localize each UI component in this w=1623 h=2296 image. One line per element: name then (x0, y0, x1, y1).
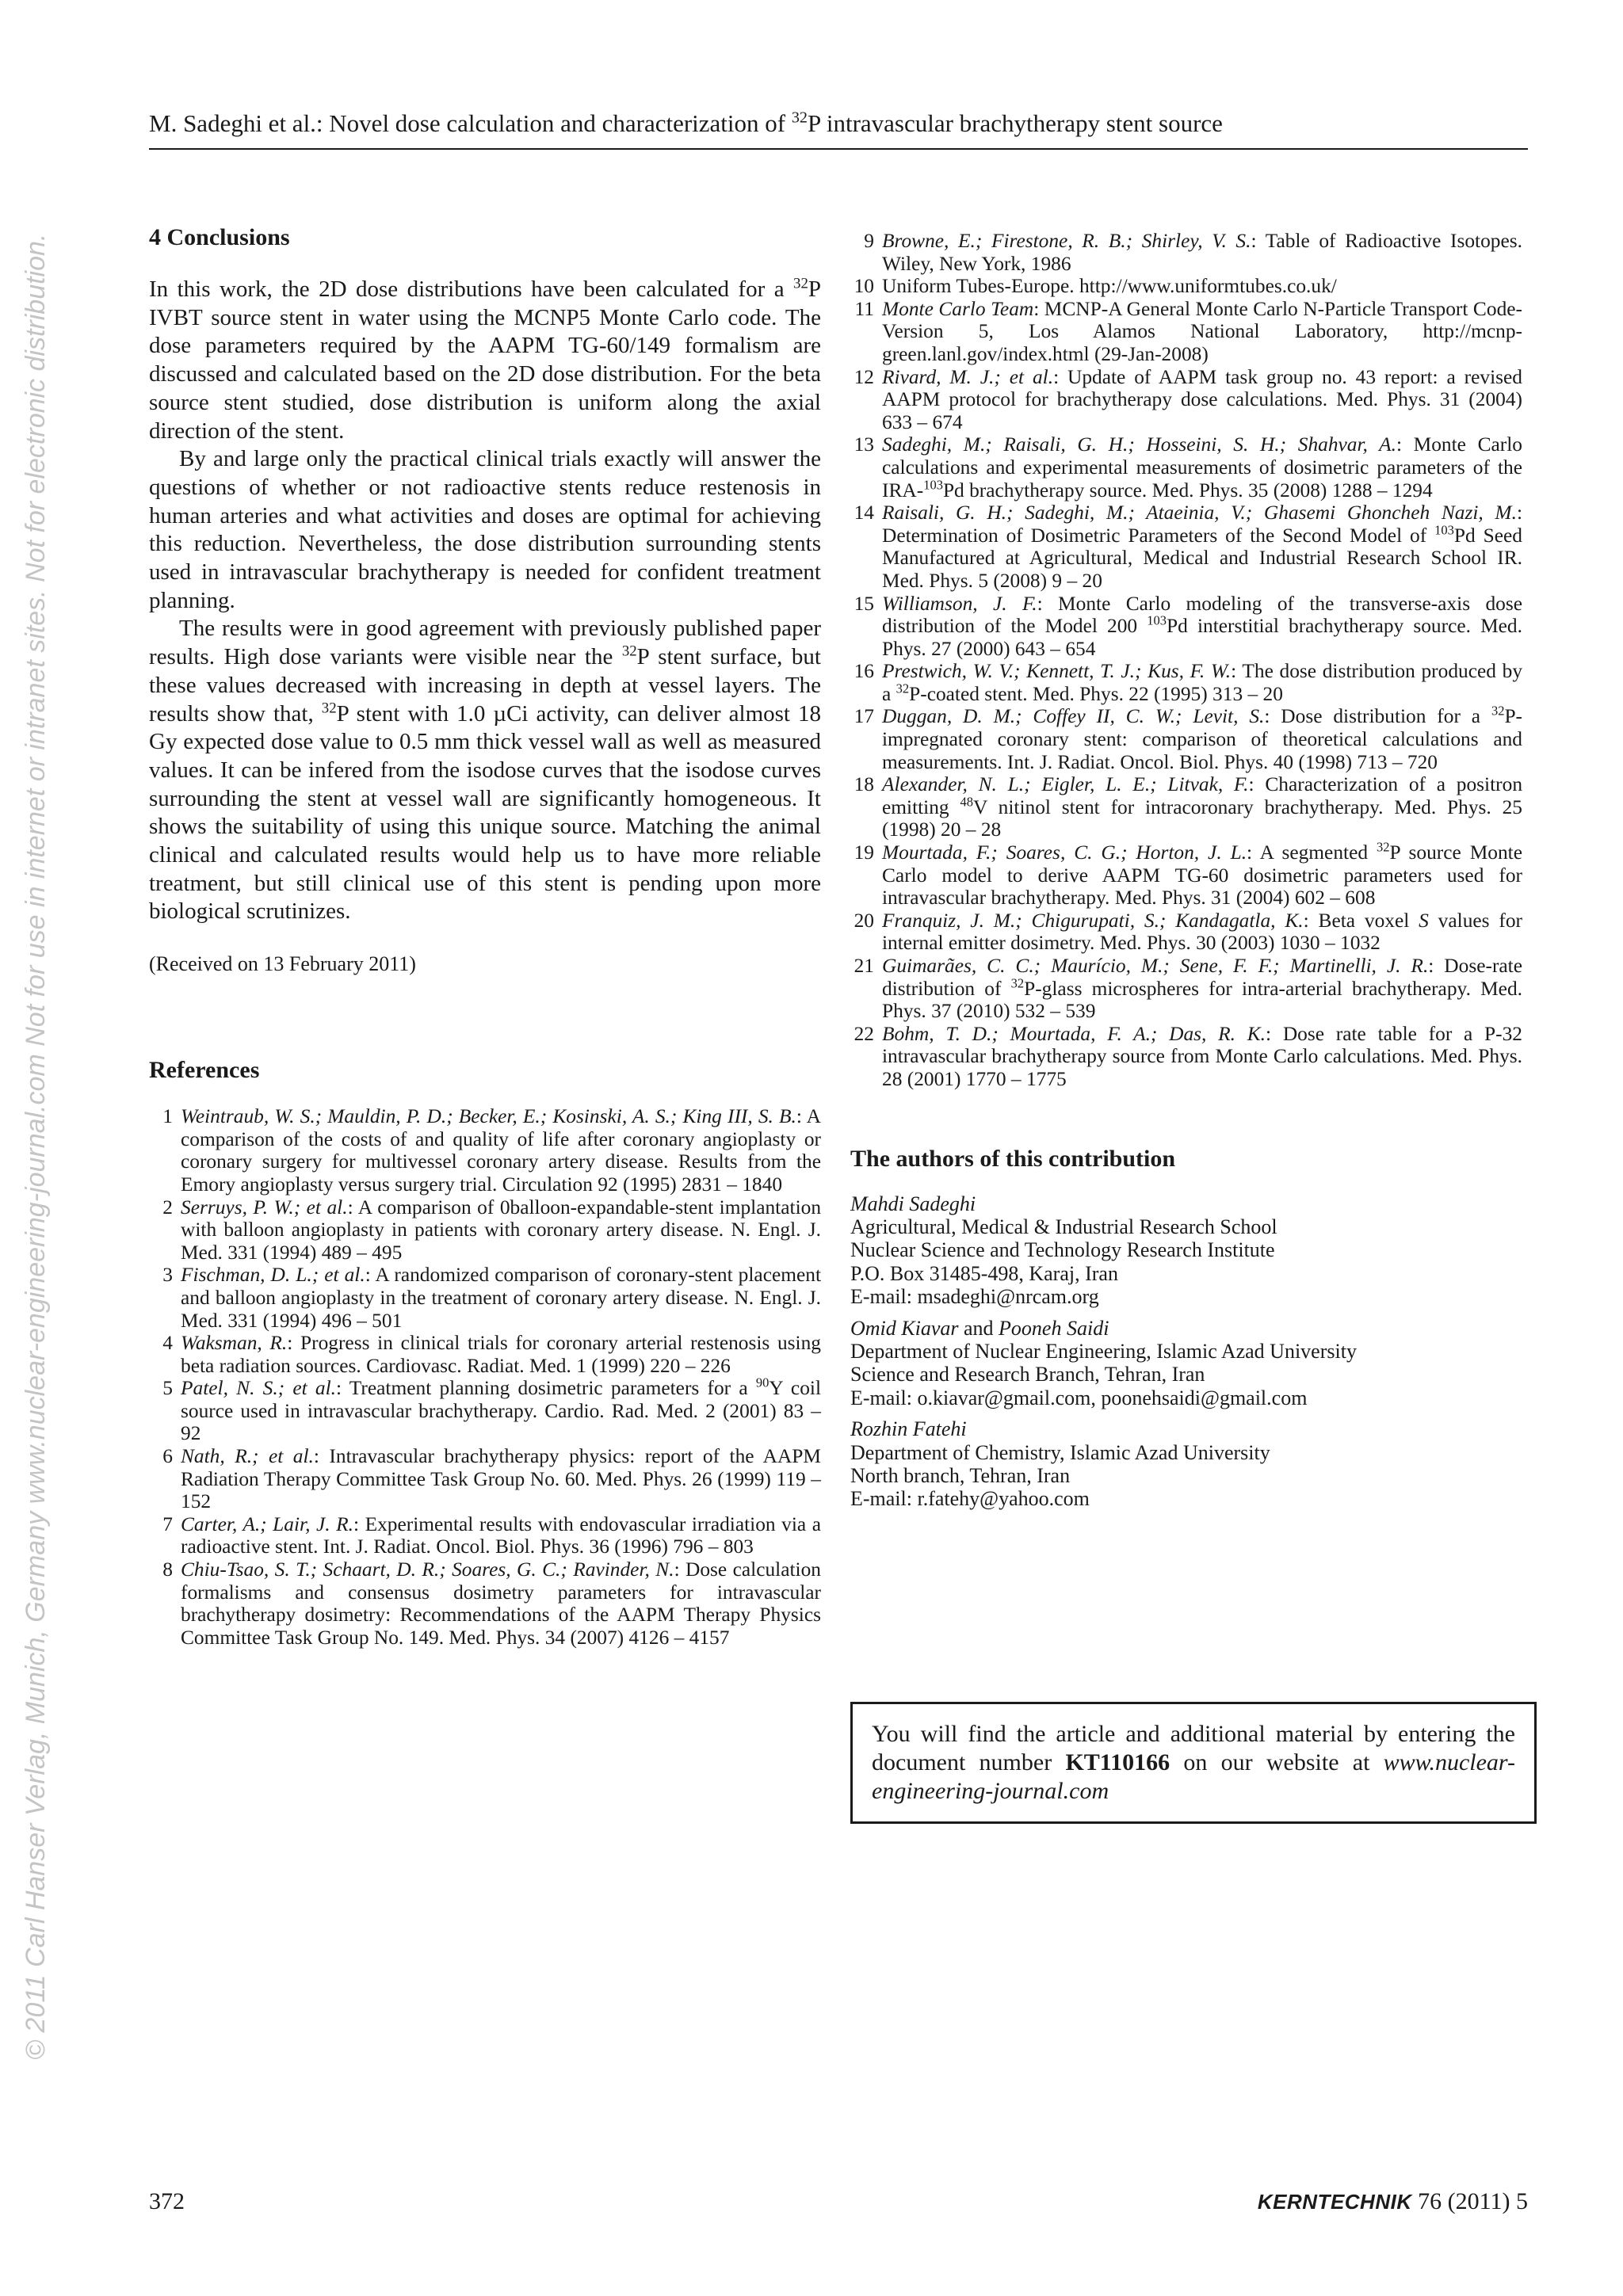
reference-item: 21 Guimarães, C. C.; Maurício, M.; Sene, F. F.; Martinelli, J. R.: Dose-rate distribution of $^{32}$P-glass microspheres for intra-arterial brachytherapy. Med. Phys. 37 (2010) 532 – 539 (854, 955, 1522, 1023)
reference-item: 5 Patel, N. S.; et al.: Treatment planning dosimetric parameters for a $^{90}$Y coil source used in intravascular brachytherapy. Cardio. Rad. Med. 2 (2001) 83 – 92 (162, 1375, 821, 1445)
author-affiliation: Science and Research Branch, Tehran, Iran (850, 1363, 1205, 1386)
reference-item: 9 Browne, E.; Firestone, R. B.; Shirley, V. S.: Table of Radioactive Isotopes. Wiley, New York, 1986 (864, 230, 1523, 275)
reference-item: 10 Uniform Tubes-Europe. http://www.uniformtubes.co.uk/ (854, 275, 1337, 298)
reference-item: 14 Raisali, G. H.; Sadeghi, M.; Ataeinia, V.; Ghasemi Ghoncheh Nazi, M.: Determination of Dosimetric Parameters of the Second Model of $^{103}$Pd Seed Manufactured at Agricultural, Medical and Industrial Research School IR. Med. Phys. 5 (2008) 9 – 20 (854, 502, 1522, 592)
conclusions-paragraph-1: In this work, the 2D dose distributions have been calculated for a $^{32}$P IVBT source stent in water using the MCNP5 Monte Carlo code. The dose parameters required by the AAPM TG-60/149 formalism are discussed and calculated based on the 2D dose distribution. For the beta source stent studied, dose distribution is uniform along the axial direction of the stent. (149, 275, 821, 444)
reference-item: 3 Fischman, D. L.; et al.: A randomized comparison of coronary-stent placement and balloon angioplasty in the treatment of coronary artery disease. N. Engl. J. Med. 331 (1994) 496 – 501 (162, 1264, 821, 1332)
header-rule (149, 148, 1528, 150)
author-affiliation: Department of Nuclear Engineering, Islamic Azad University (850, 1340, 1357, 1363)
conclusions-paragraph-2: By and large only the practical clinical trials exactly will answer the questions of whether or not radioactive stents reduce restenosis in human arteries and what activities and doses are optimal for achieving this reduction. Nevertheless, the dose distribution surrounding stents used in intravascular brachytherapy is needed for confident treatment planning. (149, 446, 821, 613)
authors-heading: The authors of this contribution (850, 1145, 1176, 1172)
reference-item: 17 Duggan, D. M.; Coffey II, C. W.; Levit, S.: Dose distribution for a $^{32}$P-impregnated coronary stent: comparison of theoretical calculations and measurements. Int. J. Radiat. Oncol. Biol. Phys. 40 (1998) 713 – 720 (854, 704, 1523, 773)
reference-item: 20 Franquiz, J. M.; Chigurupati, S.; Kandagatla, K.: Beta voxel S values for internal emitter dosimetry. Med. Phys. 30 (2003) 1030 – 1032 (854, 909, 1522, 955)
author-names: Omid Kiavar and Pooneh Saidi (850, 1316, 1109, 1340)
author-block-1 (850, 1192, 1522, 1309)
reference-item: 7 Carter, A.; Lair, J. R.: Experimental results with endovascular irradiation via a radioactive stent. Int. J. Radiat. Oncol. Biol. Phys. 36 (1996) 796 – 803 (162, 1512, 821, 1558)
author-affiliation: Nuclear Science and Technology Research Institute (850, 1238, 1275, 1262)
reference-item: 15 Williamson, J. F.: Monte Carlo modeling of the transverse-axis dose distribution of the Model 200 $^{103}$Pd interstitial brachytherapy source. Med. Phys. 27 (2000) 643 – 654 (854, 592, 1523, 660)
reference-item: 11 Monte Carlo Team: MCNP-A General Monte Carlo N-Particle Transport Code-Version 5, Los Alamos National Laboratory, http://mcnp-green.lanl.gov/index.html (29-Jan-2008) (854, 297, 1522, 365)
reference-list-left (149, 1105, 821, 1649)
page-number: 372 (149, 2188, 185, 2214)
online-material-box: You will find the article and additional material by entering the document number KT110166 on our website at www.nuclear-engineering-journal.com (850, 1702, 1537, 1824)
author-affiliation: Agricultural, Medical & Industrial Research School (850, 1215, 1277, 1238)
author-email: E-mail: o.kiavar@gmail.com, poonehsaidi@gmail.com (850, 1386, 1308, 1409)
author-email: E-mail: r.fatehy@yahoo.com (850, 1487, 1090, 1511)
right-column (850, 230, 1522, 1511)
reference-item: 18 Alexander, N. L.; Eigler, L. E.; Litvak, F.: Characterization of a positron emitting $^{48}$V nitinol stent for intracoronary brachytherapy. Med. Phys. 25 (1998) 20 – 28 (854, 773, 1523, 841)
reference-item: 22 Bohm, T. D.; Mourtada, F. A.; Das, R. K.: Dose rate table for a P-32 intravascular brachytherapy source from Monte Carlo calculations. Med. Phys. 28 (2001) 1770 – 1775 (854, 1022, 1523, 1090)
author-address: P.O. Box 31485-498, Karaj, Iran (850, 1261, 1118, 1285)
author-block-2 (850, 1317, 1522, 1410)
author-name: Rozhin Fatehi (850, 1417, 967, 1441)
reference-list-right (850, 230, 1522, 1091)
conclusions-paragraph-3: The results were in good agreement with previously published paper results. High dose variants were visible near the $^{32}$P stent surface, but these values decreased with increasing in depth at vessel layers. The results show that, $^{32}$P stent with 1.0 µCi activity, can deliver almost 18 Gy expected dose value to 0.5 mm thick vessel wall as well as measured values. It can be infered from the isodose curves that the isodose curves surrounding the stent at vessel wall are significantly homogeneous. It shows the suitability of using this unique source. Matching the animal clinical and calculated results would help us to have more reliable treatment, but still clinical use of this stent is pending upon more biological scrutinizes. (149, 616, 821, 925)
conclusions-body (149, 276, 821, 926)
left-column (149, 222, 821, 1649)
received-date: (Received on 13 February 2011) (149, 952, 416, 976)
reference-item: 19 Mourtada, F.; Soares, C. G.; Horton, J. L.: A segmented $^{32}$P source Monte Carlo model to derive AAPM TG-60 dosimetric parameters used for intravascular brachytherapy. Med. Phys. 31 (2004) 602 – 608 (854, 839, 1522, 910)
reference-item: 4 Waksman, R.: Progress in clinical trials for coronary arterial restenosis using beta radiation sources. Cardiovasc. Radiat. Med. 1 (1999) 220 – 226 (162, 1332, 821, 1377)
author-block-3 (850, 1417, 1522, 1511)
author-address: North branch, Tehran, Iran (850, 1464, 1071, 1488)
journal-footer: KERNTECHNIK 76 (2011) 5 (1257, 2188, 1528, 2214)
journal-website-link[interactable]: www.nuclear-engineering-journal.com (872, 1749, 1515, 1804)
reference-item: 8 Chiu-Tsao, S. T.; Schaart, D. R.; Soares, G. C.; Ravinder, N.: Dose calculation formalisms and consensus dosimetry parameters for intravascular brachytherapy dosimetry: Recommendations of the AAPM Therapy Physics Committee Task Group No. 149. Med. Phys. 34 (2007) 4126 – 4157 (162, 1558, 821, 1649)
author-email: E-mail: msadeghi@nrcam.org (850, 1285, 1099, 1309)
reference-item: 1 Weintraub, W. S.; Mauldin, P. D.; Becker, E.; Kosinski, A. S.; King III, S. B.: A comparison of the costs of and quality of life after coronary angioplasty or coronary surgery for multivessel coronary artery disease. Results from the Emory angioplasty versus surgery trial. Circulation 92 (1995) 2831 – 1840 (162, 1105, 821, 1196)
reference-item: 2 Serruys, P. W.; et al.: A comparison of 0balloon-expandable-stent implantation with balloon angioplasty in patients with coronary artery disease. N. Engl. J. Med. 331 (1994) 489 – 495 (162, 1196, 822, 1264)
document-number: KT110166 (1065, 1749, 1170, 1775)
reference-item: 6 Nath, R.; et al.: Intravascular brachytherapy physics: report of the AAPM Radiation Therapy Committee Task Group No. 60. Med. Phys. 26 (1999) 119 – 152 (162, 1445, 821, 1513)
reference-item: 16 Prestwich, W. V.; Kennett, T. J.; Kus, F. W.: The dose distribution produced by a $^{32}$P-coated stent. Med. Phys. 22 (1995) 313 – 20 (854, 660, 1523, 705)
author-affiliation: Department of Chemistry, Islamic Azad University (850, 1440, 1270, 1464)
references-heading: References (149, 1057, 260, 1084)
author-name: Mahdi Sadeghi (850, 1192, 976, 1215)
reference-item: 13 Sadeghi, M.; Raisali, G. H.; Hosseini, S. H.; Shahvar, A.: Monte Carlo calculations and experimental measurements of dosimetric parameters of the IRA-$^{103}$Pd brachytherapy source. Med. Phys. 35 (2008) 1288 – 1294 (854, 433, 1522, 502)
reference-item: 12 Rivard, M. J.; et al.: Update of AAPM task group no. 43 report: a revised AAPM protocol for brachytherapy dose calculations. Med. Phys. 31 (2004) 633 – 674 (854, 365, 1522, 433)
journal-logo: KERNTECHNIK (1257, 2190, 1412, 2214)
copyright-watermark: © 2011 Carl Hanser Verlag, Munich, Germany www.nuclear-engineering-journal.com Not for use in internet or intranet sites. Not for electronic distribution. (21, 233, 51, 2060)
running-header: M. Sadeghi et al.: Novel dose calculation and characterization of $^{32}$P intravascular brachytherapy stent source (149, 109, 1223, 137)
conclusions-heading: 4 Conclusions (149, 224, 290, 250)
